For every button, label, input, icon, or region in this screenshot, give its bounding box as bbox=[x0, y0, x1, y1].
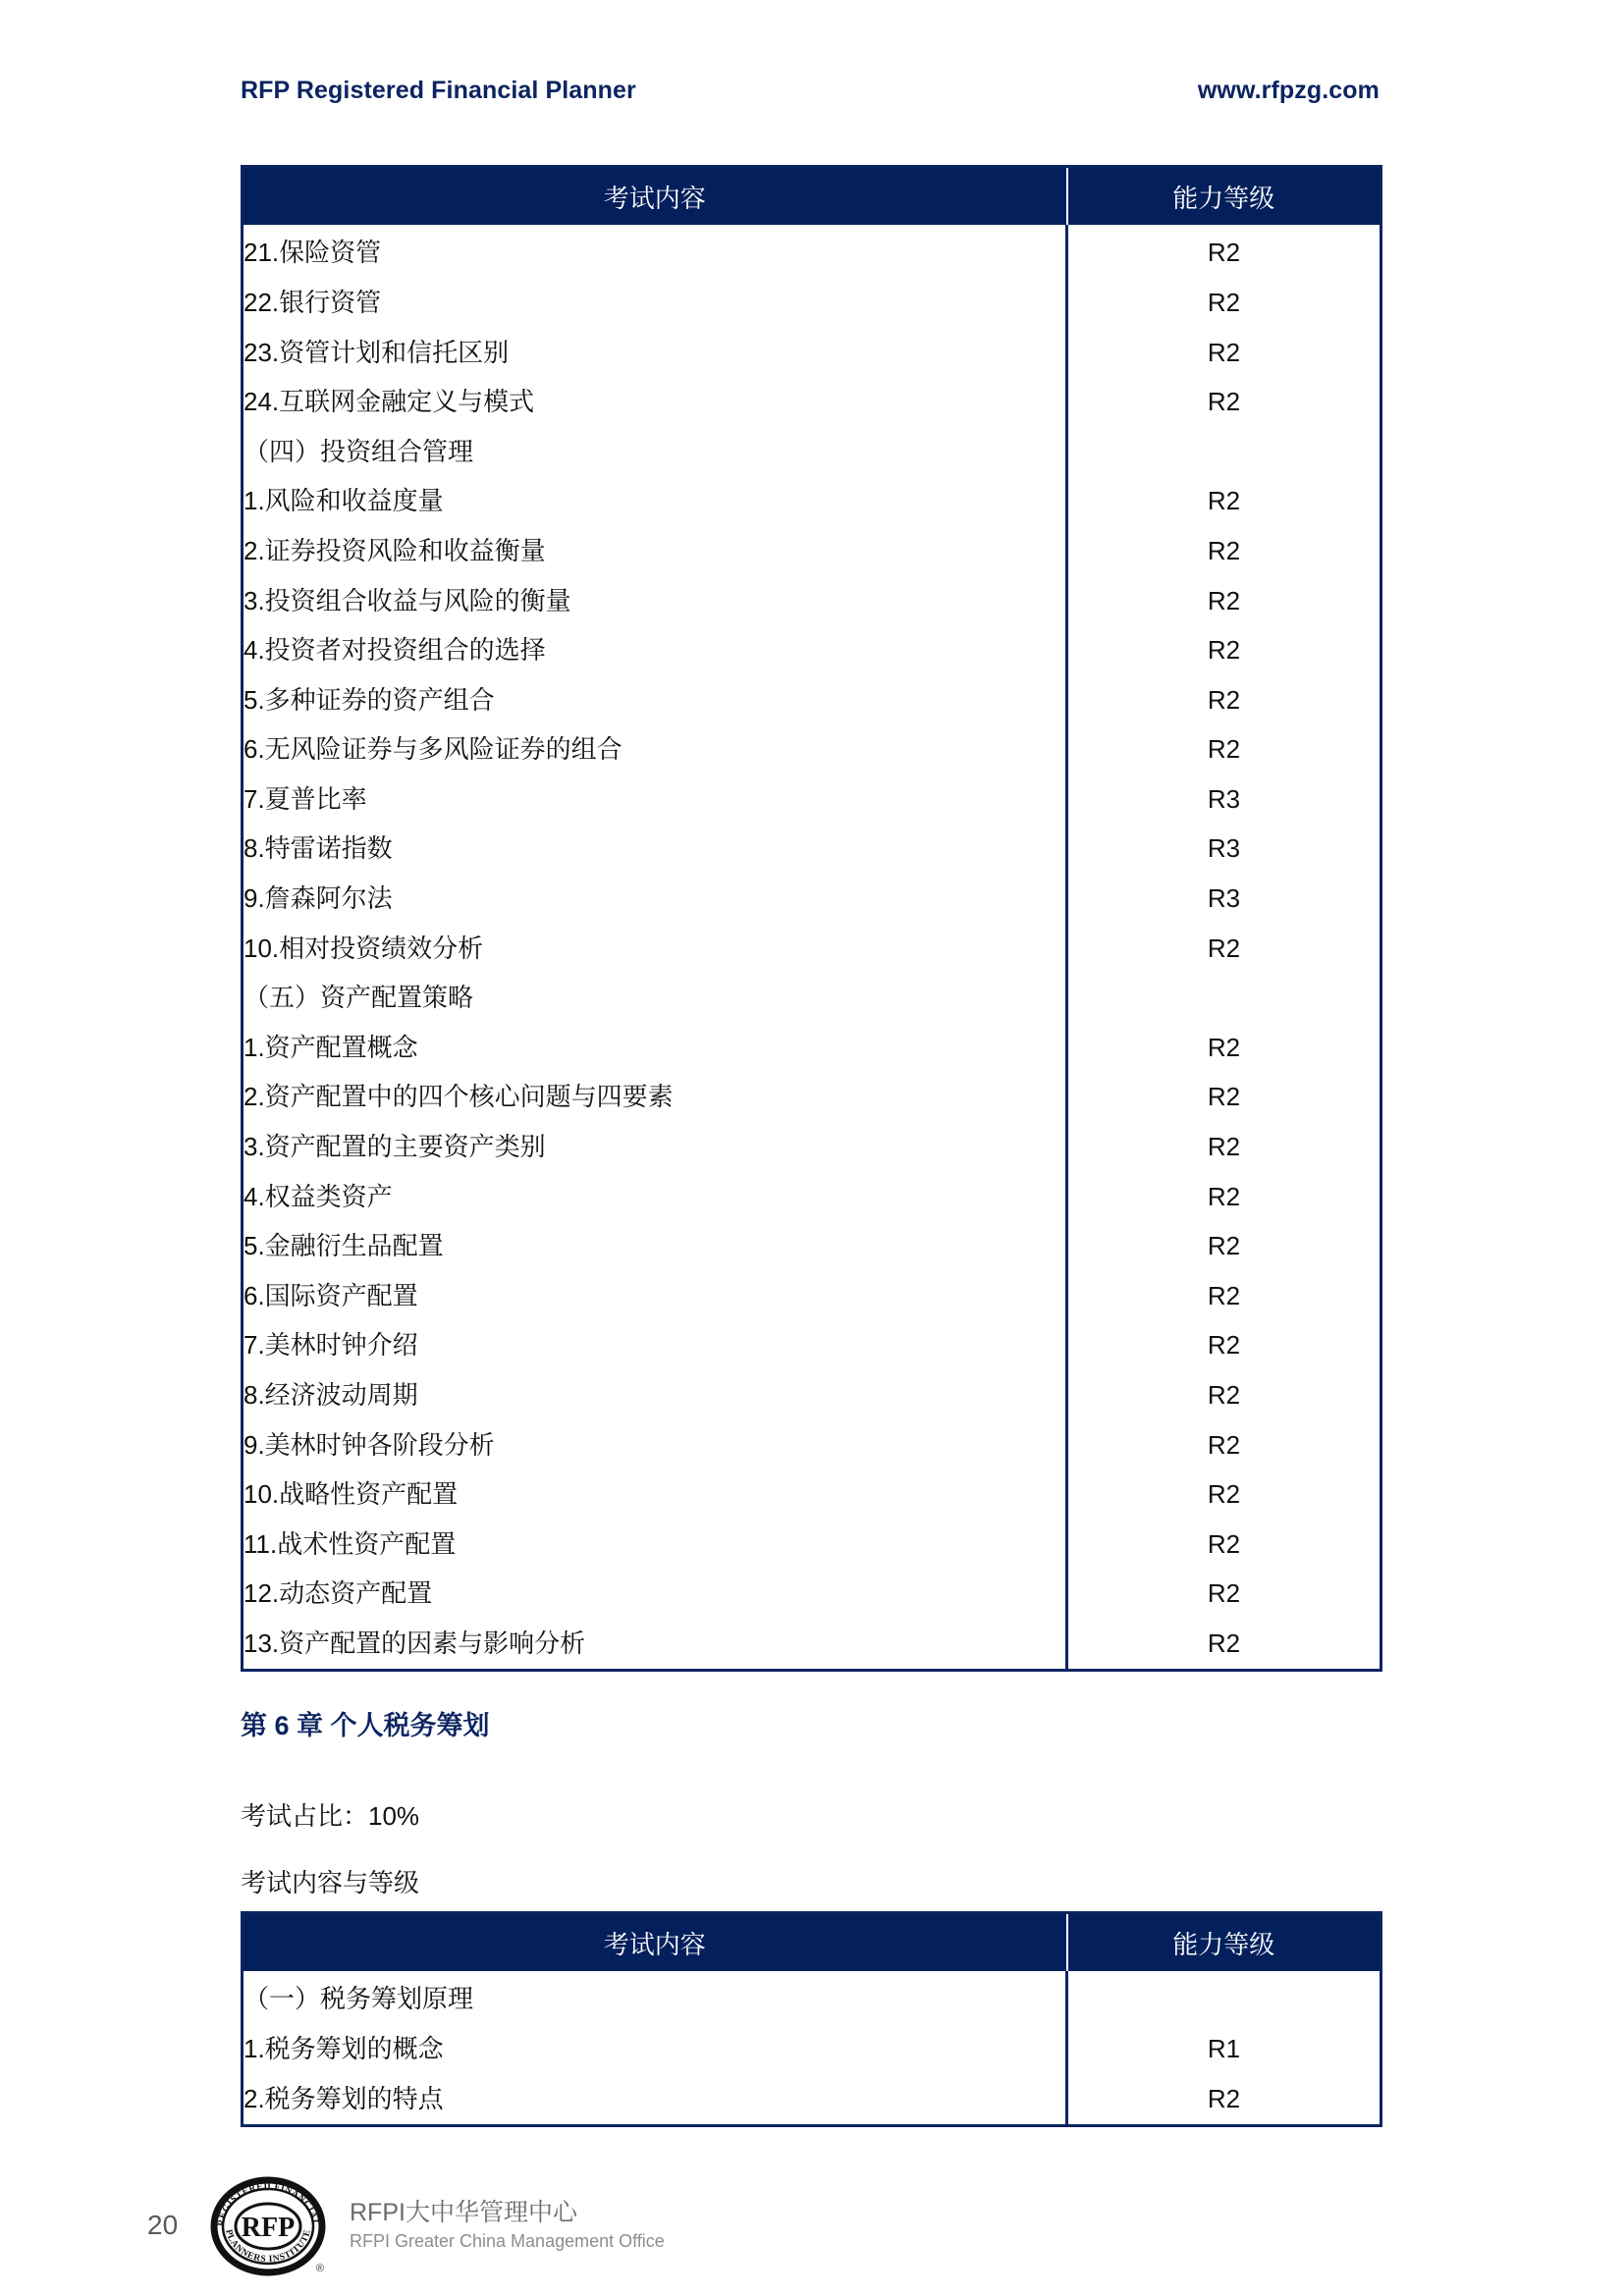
table-row bbox=[243, 675, 1381, 725]
svg-text:RFP: RFP bbox=[241, 2213, 296, 2243]
exam-subhead-block bbox=[241, 1863, 419, 1899]
exam-subhead-text: 考试内容与等级 bbox=[241, 1868, 420, 1897]
row-competency-level: R2 bbox=[1207, 2083, 1241, 2113]
row-competency-level: R2 bbox=[1207, 1181, 1241, 1211]
row-competency-level: R2 bbox=[1207, 1231, 1241, 1261]
chapter-title: 第 6 章 个人税务筹划 bbox=[241, 1711, 490, 1740]
row-competency-level bbox=[1067, 427, 1381, 477]
row-exam-topic: 2.证券投资风险和收益衡量 bbox=[243, 527, 1067, 577]
row-competency-level: R2 bbox=[1207, 238, 1241, 268]
exam-content-table-2 bbox=[241, 1911, 1382, 2127]
row-competency-level: R2 bbox=[1207, 535, 1241, 565]
row-competency-level: R3 bbox=[1207, 783, 1241, 814]
row-exam-topic: 2.资产配置中的四个核心问题与四要素 bbox=[243, 1073, 1067, 1123]
table-row bbox=[243, 974, 1381, 1024]
row-competency-level: R3 bbox=[1207, 833, 1241, 864]
table-row bbox=[243, 1172, 1381, 1222]
row-competency-level: R2 bbox=[1207, 734, 1241, 765]
row-exam-topic: 8.特雷诺指数 bbox=[243, 825, 1067, 875]
row-exam-topic: 3.投资组合收益与风险的衡量 bbox=[243, 576, 1067, 626]
footer-org-text bbox=[350, 2199, 665, 2252]
page-footer bbox=[147, 2174, 665, 2276]
header-title-left: RFP Registered Financial Planner bbox=[241, 77, 636, 104]
row-exam-topic: 1.资产配置概念 bbox=[243, 1024, 1067, 1074]
table-row bbox=[243, 1271, 1381, 1321]
row-section-heading: （一）税务筹划原理 bbox=[243, 1971, 1067, 2025]
exam-content-table-2-wrap bbox=[241, 1911, 1382, 2127]
table-row bbox=[243, 279, 1381, 329]
column-header-competency-level: 能力等级 bbox=[1067, 1913, 1381, 1972]
table-row bbox=[243, 477, 1381, 527]
row-competency-level: R2 bbox=[1207, 287, 1241, 317]
table-row bbox=[243, 378, 1381, 428]
table-2-body bbox=[243, 1971, 1381, 2125]
row-competency-level bbox=[1067, 1971, 1381, 2025]
page-header bbox=[241, 77, 1380, 105]
table-row bbox=[243, 1520, 1381, 1570]
row-competency-level: R2 bbox=[1207, 1082, 1241, 1112]
table-row bbox=[243, 725, 1381, 775]
table-row bbox=[243, 328, 1381, 378]
row-competency-level: R2 bbox=[1207, 635, 1241, 666]
exam-ratio-text: 考试占比：10% bbox=[241, 1801, 420, 1831]
table-row bbox=[243, 1073, 1381, 1123]
row-competency-level bbox=[1067, 974, 1381, 1024]
page-number: 20 bbox=[147, 2210, 179, 2240]
column-header-exam-content: 考试内容 bbox=[243, 1913, 1067, 1972]
table-row bbox=[243, 825, 1381, 875]
row-competency-level: R2 bbox=[1207, 1628, 1241, 1658]
row-exam-topic: 12.动态资产配置 bbox=[243, 1570, 1067, 1620]
row-exam-topic: 8.经济波动周期 bbox=[243, 1371, 1067, 1421]
column-header-exam-content: 考试内容 bbox=[243, 167, 1067, 226]
table-2-head bbox=[243, 1913, 1381, 1972]
header-website-link[interactable]: www.rfpzg.com bbox=[1197, 77, 1380, 104]
svg-text:PLANNERS INSTITUTE: PLANNERS INSTITUTE bbox=[223, 2228, 313, 2266]
row-exam-topic: 9.詹森阿尔法 bbox=[243, 875, 1067, 925]
table-header-row bbox=[243, 167, 1381, 226]
row-competency-level: R2 bbox=[1207, 1280, 1241, 1310]
table-row bbox=[243, 1420, 1381, 1470]
row-exam-topic: 23.资管计划和信托区别 bbox=[243, 328, 1067, 378]
table-row bbox=[243, 527, 1381, 577]
row-competency-level: R2 bbox=[1207, 684, 1241, 715]
row-exam-topic: 24.互联网金融定义与模式 bbox=[243, 378, 1067, 428]
footer-org-name-cn: RFPI大中华管理中心 bbox=[350, 2198, 577, 2226]
row-exam-topic: 4.投资者对投资组合的选择 bbox=[243, 626, 1067, 676]
table-row bbox=[243, 775, 1381, 826]
row-exam-topic: 1.税务筹划的概念 bbox=[243, 2025, 1067, 2075]
row-exam-topic: 7.美林时钟介绍 bbox=[243, 1321, 1067, 1371]
rfp-logo bbox=[210, 2174, 326, 2276]
row-exam-topic: 10.相对投资绩效分析 bbox=[243, 924, 1067, 974]
table-row bbox=[243, 1971, 1381, 2025]
row-exam-topic: 1.风险和收益度量 bbox=[243, 477, 1067, 527]
column-header-competency-level: 能力等级 bbox=[1067, 167, 1381, 226]
row-exam-topic: 6.国际资产配置 bbox=[243, 1271, 1067, 1321]
table-row bbox=[243, 2025, 1381, 2075]
row-competency-level: R1 bbox=[1207, 2033, 1241, 2063]
row-exam-topic: 3.资产配置的主要资产类别 bbox=[243, 1123, 1067, 1173]
table-1-head bbox=[243, 167, 1381, 226]
row-competency-level: R2 bbox=[1207, 1380, 1241, 1410]
row-competency-level: R2 bbox=[1207, 1429, 1241, 1460]
table-1-body bbox=[243, 225, 1381, 1671]
table-row bbox=[243, 427, 1381, 477]
rfp-seal-icon bbox=[210, 2174, 326, 2276]
table-row bbox=[243, 576, 1381, 626]
exam-content-table-1-wrap bbox=[241, 165, 1380, 1672]
chapter-heading-block bbox=[241, 1704, 490, 1742]
table-row bbox=[243, 1024, 1381, 1074]
row-exam-topic: 22.银行资管 bbox=[243, 279, 1067, 329]
row-competency-level: R2 bbox=[1207, 1479, 1241, 1510]
exam-content-table-1 bbox=[241, 165, 1382, 1672]
table-row bbox=[243, 924, 1381, 974]
row-competency-level: R2 bbox=[1207, 1578, 1241, 1609]
row-exam-topic: 7.夏普比率 bbox=[243, 775, 1067, 826]
row-section-heading: （四）投资组合管理 bbox=[243, 427, 1067, 477]
table-row bbox=[243, 1570, 1381, 1620]
row-competency-level: R2 bbox=[1207, 1330, 1241, 1361]
exam-ratio-block bbox=[241, 1796, 419, 1833]
row-exam-topic: 2.税务筹划的特点 bbox=[243, 2074, 1067, 2125]
table-row bbox=[243, 1371, 1381, 1421]
row-competency-level: R2 bbox=[1207, 585, 1241, 615]
row-competency-level: R2 bbox=[1207, 387, 1241, 417]
row-competency-level: R2 bbox=[1207, 1132, 1241, 1162]
table-header-row bbox=[243, 1913, 1381, 1972]
row-competency-level: R2 bbox=[1207, 933, 1241, 963]
row-exam-topic: 11.战术性资产配置 bbox=[243, 1520, 1067, 1570]
row-exam-topic: 13.资产配置的因素与影响分析 bbox=[243, 1620, 1067, 1671]
row-exam-topic: 6.无风险证券与多风险证券的组合 bbox=[243, 725, 1067, 775]
table-row bbox=[243, 225, 1381, 279]
table-row bbox=[243, 1222, 1381, 1272]
svg-text:REGISTERED FINANCIAL: REGISTERED FINANCIAL bbox=[216, 2181, 320, 2227]
table-row bbox=[243, 1123, 1381, 1173]
row-competency-level: R2 bbox=[1207, 1032, 1241, 1062]
row-section-heading: （五）资产配置策略 bbox=[243, 974, 1067, 1024]
row-exam-topic: 5.多种证券的资产组合 bbox=[243, 675, 1067, 725]
row-competency-level: R3 bbox=[1207, 883, 1241, 914]
row-competency-level: R2 bbox=[1207, 486, 1241, 516]
footer-org-name-en: RFPI Greater China Management Office bbox=[350, 2230, 665, 2251]
registered-trademark-icon: ® bbox=[315, 2263, 324, 2274]
row-competency-level: R2 bbox=[1207, 337, 1241, 367]
table-row bbox=[243, 1470, 1381, 1521]
table-row bbox=[243, 1321, 1381, 1371]
row-exam-topic: 21.保险资管 bbox=[243, 225, 1067, 279]
table-row bbox=[243, 626, 1381, 676]
row-exam-topic: 4.权益类资产 bbox=[243, 1172, 1067, 1222]
row-exam-topic: 10.战略性资产配置 bbox=[243, 1470, 1067, 1521]
table-row bbox=[243, 875, 1381, 925]
row-exam-topic: 9.美林时钟各阶段分析 bbox=[243, 1420, 1067, 1470]
table-row bbox=[243, 1620, 1381, 1671]
row-exam-topic: 5.金融衍生品配置 bbox=[243, 1222, 1067, 1272]
row-competency-level: R2 bbox=[1207, 1528, 1241, 1559]
table-row bbox=[243, 2074, 1381, 2125]
